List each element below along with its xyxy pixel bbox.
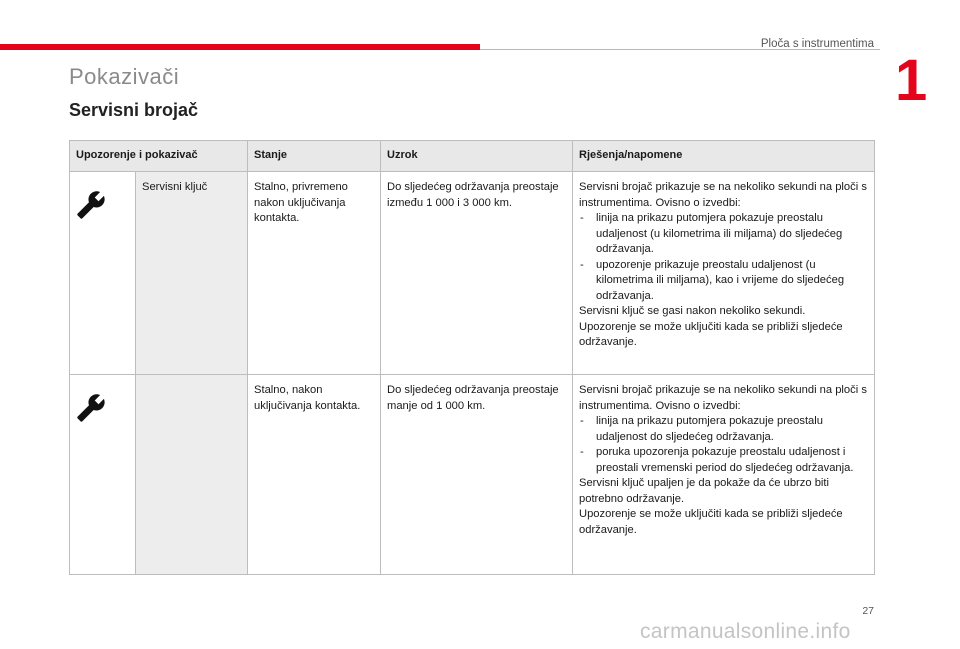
- indicator-table: [69, 140, 875, 575]
- wrench-icon: [76, 393, 106, 429]
- notes-outro-line: Upozorenje se može uključiti kada se približi sljedeće održavanje.: [579, 320, 843, 348]
- table-header-cell: Rješenja/napomene: [573, 141, 875, 172]
- table-header-cell: Stanje: [248, 141, 381, 172]
- state-cell: Stalno, privremeno nakon uključivanja kontakta.: [248, 172, 381, 375]
- notes-list: [579, 211, 868, 304]
- cause-cell: Do sljedećeg održavanja preostaje manje od 1 000 km.: [381, 375, 573, 575]
- notes-outro-line: Servisni ključ upaljen je da pokaže da će ubrzo biti potrebno održavanje.: [579, 477, 829, 505]
- table-row: [70, 172, 875, 375]
- notes-outro-line: Servisni ključ se gasi nakon nekoliko sekundi.: [579, 305, 806, 317]
- subsection-title: Servisni brojač: [69, 100, 199, 120]
- indicator-name: [136, 375, 248, 575]
- list-item: - poruka upozorenja pokazuje preostalu udaljenost i preostali vremenski period do sljedećeg održavanja.: [579, 445, 868, 476]
- cause-cell: Do sljedećeg održavanja preostaje između 1 000 i 3 000 km.: [381, 172, 573, 375]
- indicator-icon-cell: [70, 172, 136, 375]
- notes-cell: [573, 172, 875, 375]
- header-red-bar: [0, 44, 480, 50]
- notes-outro-line: Upozorenje se može uključiti kada se približi sljedeće održavanje.: [579, 508, 843, 536]
- wrench-icon: [76, 190, 106, 226]
- state-cell: Stalno, nakon uključivanja kontakta.: [248, 375, 381, 575]
- chapter-number: 1: [895, 48, 928, 113]
- running-header-title: Ploča s instrumentima: [760, 38, 874, 50]
- section-title: Pokazivači: [69, 64, 180, 89]
- list-item: - upozorenje prikazuje preostalu udaljenost (u kilometrima ili miljama), kao i vrijeme do sljedećeg održavanja.: [579, 258, 868, 305]
- watermark: carmanualsonline.info: [640, 620, 851, 643]
- table-row: [70, 375, 875, 575]
- notes-cell: [573, 375, 875, 575]
- notes-intro: Servisni brojač prikazuje se na nekoliko sekundi na ploči s instrumentima. Ovisno o izvedbi:: [579, 181, 867, 209]
- notes-intro: Servisni brojač prikazuje se na nekoliko sekundi na ploči s instrumentima. Ovisno o izvedbi:: [579, 384, 867, 412]
- page-number: 27: [862, 605, 874, 617]
- list-item: - linija na prikazu putomjera pokazuje preostalu udaljenost (u kilometrima ili miljama) do sljedećeg održavanja.: [579, 211, 868, 258]
- list-item: - linija na prikazu putomjera pokazuje preostalu udaljenost do sljedećeg održavanja.: [579, 414, 868, 445]
- notes-list: [579, 414, 868, 476]
- indicator-name: Servisni ključ: [136, 172, 248, 375]
- indicator-icon-cell: [70, 375, 136, 575]
- table-header-cell: Uzrok: [381, 141, 573, 172]
- table-header-row: [70, 141, 875, 172]
- table-header-cell: Upozorenje i pokazivač: [70, 141, 248, 172]
